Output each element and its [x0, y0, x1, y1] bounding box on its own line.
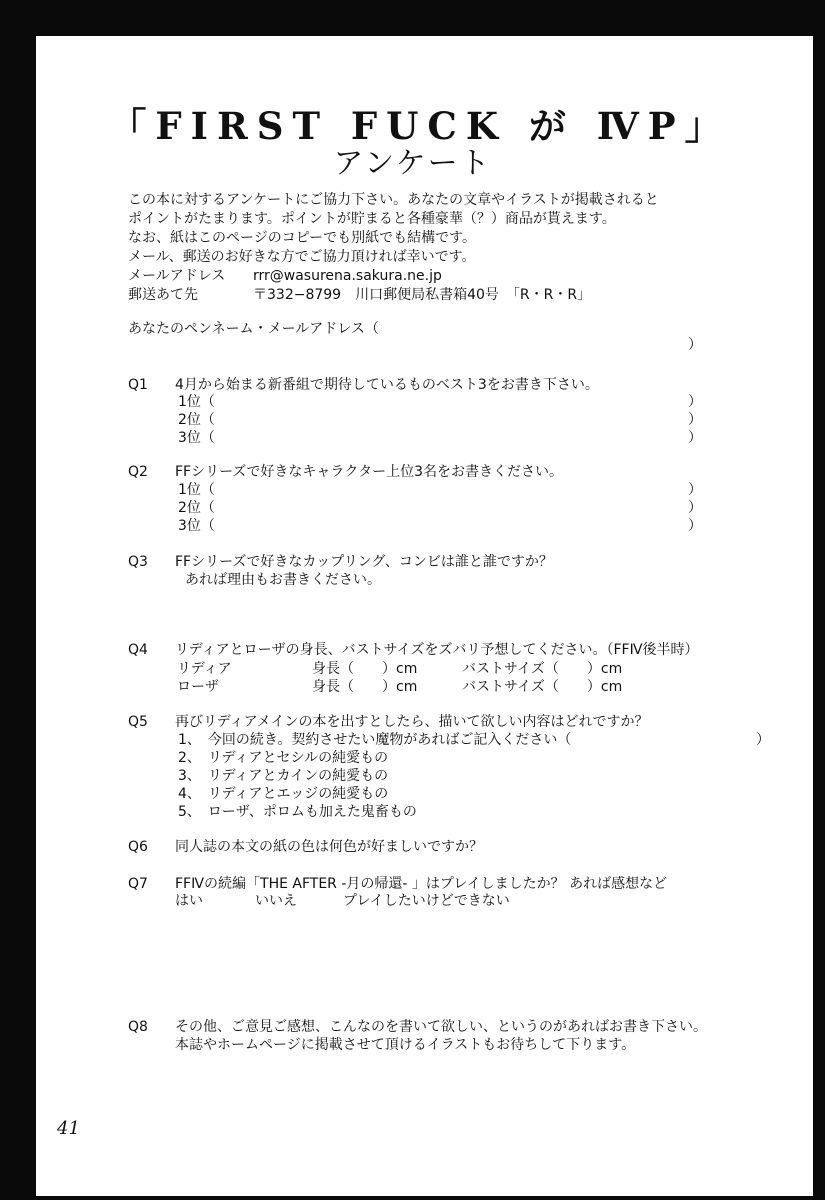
mail-label: メールアドレス [128, 268, 226, 284]
close-paren: ） [756, 732, 770, 748]
q5-option-5: 5、 ローザ、ポロムも加えた鬼畜もの [178, 804, 417, 820]
q5-option-2: 2、 リディアとセシルの純愛もの [178, 750, 389, 766]
page-title: 「FIRST FUCK が ⅣP」 [109, 104, 731, 148]
q5-option-3: 3、 リディアとカインの純愛もの [178, 768, 389, 784]
close-paren: ） [688, 518, 702, 534]
q4-bust-lydia: バストサイズ（ ）cm [462, 661, 623, 677]
q1-number: Q1 [128, 377, 148, 393]
intro-line: なお、紙はこのページのコピーでも別紙でも結構です。 [128, 230, 477, 246]
q2-rank-3: 3位（ [178, 518, 215, 534]
q1-rank-1: 1位（ [178, 394, 215, 410]
q1-rank-2: 2位（ [178, 412, 215, 428]
q8-text: その他、ご意見ご感想、こんなのを書いて欲しい、というのがあればお書き下さい。 [175, 1019, 707, 1035]
q7-number: Q7 [128, 876, 148, 892]
intro-line: この本に対するアンケートにご協力下さい。あなたの文章やイラストが掲載されると [128, 192, 659, 208]
q4-height-lydia: 身長（ ）cm [312, 661, 418, 677]
intro-line: メール、郵送のお好きな方でご協力頂ければ幸いです。 [128, 249, 476, 265]
q4-height-rosa: 身長（ ）cm [312, 679, 418, 695]
q3-text: FFシリーズで好きなカップリング、コンビは誰と誰ですか？ [175, 554, 553, 570]
q5-option-4: 4、 リディアとエッジの純愛もの [178, 786, 389, 802]
q8-sub: 本誌やホームページに掲載させて頂けるイラストもお待ちして下ります。 [175, 1037, 636, 1053]
page-subtitle: アンケート [333, 146, 492, 181]
close-paren: ） [688, 430, 702, 446]
q2-text: FFシリーズで好きなキャラクター上位3名をお書きください。 [175, 464, 564, 480]
q1-text: 4月から始まる新番組で期待しているものベスト3をお書き下さい。 [175, 377, 599, 393]
q4-text: リディアとローザの身長、バストサイズをズバリ予想してください。（FFⅣ後半時） [175, 642, 699, 658]
close-paren: ） [688, 482, 702, 498]
q5-option-1: 1、 今回の続き。契約させたい魔物があればご記入ください（ [178, 732, 572, 748]
q4-bust-rosa: バストサイズ（ ）cm [462, 679, 623, 695]
penname-label: あなたのペンネーム・メールアドレス（ [128, 321, 379, 337]
q7-text: FFⅣの続編「THE AFTER -月の帰還- 」はプレイしましたか？ あれば感想など [175, 876, 668, 892]
q6-number: Q6 [128, 839, 148, 855]
q7-answer-want: プレイしたいけどできない [343, 893, 510, 909]
q4-name-rosa: ローザ [177, 679, 219, 695]
close-paren: ） [688, 412, 702, 428]
q4-name-lydia: リディア [177, 661, 232, 677]
mail-address: rrr@wasurena.sakura.ne.jp [253, 268, 442, 284]
q2-number: Q2 [128, 464, 148, 480]
q2-rank-2: 2位（ [178, 500, 215, 516]
intro-line: ポイントがたまります。ポイントが貯まると各種豪華（？）商品が貰えます。 [128, 211, 616, 227]
page-number: 41 [57, 1118, 80, 1139]
q5-number: Q5 [128, 714, 148, 730]
q8-number: Q8 [128, 1019, 148, 1035]
q6-text: 同人誌の本文の紙の色は何色が好ましいですか？ [175, 839, 483, 855]
q2-rank-1: 1位（ [178, 482, 215, 498]
close-paren: ） [688, 500, 702, 516]
close-paren: ） [688, 337, 702, 353]
q1-rank-3: 3位（ [178, 430, 215, 446]
post-label: 郵送あて先 [128, 287, 198, 303]
q7-answer-yes: はい [175, 893, 203, 909]
q3-number: Q3 [128, 554, 148, 570]
q4-number: Q4 [128, 642, 148, 658]
q5-text: 再びリディアメインの本を出すとしたら、描いて欲しい内容はどれですか？ [175, 714, 649, 730]
close-paren: ） [688, 394, 702, 410]
q7-answer-no: いいえ [255, 893, 297, 909]
post-address: 〒332−8799 川口郵便局私書箱40号 「R・R・R」 [253, 287, 592, 303]
q3-sub: あれば理由もお書きください。 [185, 572, 381, 588]
